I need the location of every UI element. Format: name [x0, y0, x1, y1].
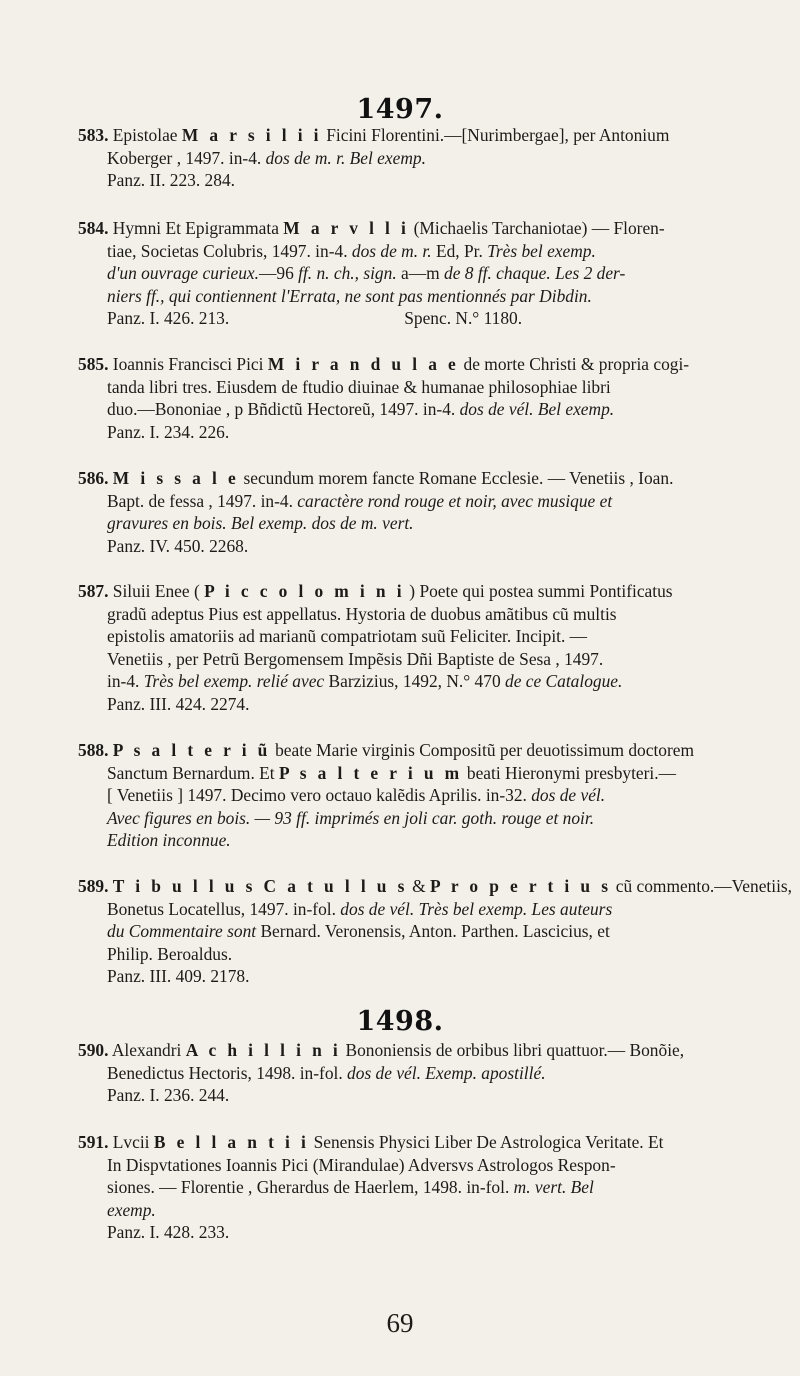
entry-text: ) Poete qui postea summi Pontificatus — [404, 581, 673, 601]
description-note: Edition inconnue. — [107, 830, 231, 850]
author-name: A c h i l l i n i — [185, 1040, 342, 1060]
entry-text: Bonetus Locatellus, 1497. in-fol. — [107, 898, 341, 919]
copy-note: Très bel exemp. relié avec — [143, 671, 325, 691]
entry-text: beate Marie virginis Compositũ per deuotissimum doctorem — [270, 740, 695, 760]
copy-note: exemp. — [107, 1199, 156, 1220]
entry-text: de morte Christi & propria cogi- — [459, 354, 690, 374]
entry-text: [ Venetiis ] 1497. Decimo vero octauo kalẽdis Aprilis. in-32. — [107, 785, 532, 805]
description-note: gravures en bois. Bel exemp. dos de m. vert. — [107, 513, 414, 533]
catalogue-entry-585 — [78, 353, 770, 443]
catalogue-entry-588 — [78, 739, 770, 852]
entry-text: siones. — Florentie , Gherardus de Haerlem, 1498. in-fol. — [107, 1177, 514, 1197]
reference: Panz. II. 223. 284. — [107, 170, 235, 190]
entry-text: gradũ adeptus Pius est appellatus. Hystoria de duobus amãtibus cũ multis — [107, 603, 617, 624]
reference: Panz. IV. 450. 2268. — [107, 535, 249, 556]
catalogue-entry-589 — [78, 875, 793, 988]
entry-number: 587. — [78, 581, 109, 601]
entry-number: 590. — [78, 1040, 109, 1060]
description-note: du Commentaire sont — [107, 921, 257, 941]
author-name: T i b u l l u s C a t u l l u s — [112, 876, 408, 896]
reference: Panz. III. 409. 2178. — [107, 966, 250, 986]
author-name: P r o p e r t i u s — [430, 876, 612, 896]
entry-number: 589. — [78, 876, 109, 896]
entry-text: Sanctum Bernardum. Et — [107, 762, 279, 783]
catalogue-entry-587 — [78, 580, 770, 715]
binding-note: dos de m. r. — [351, 240, 432, 261]
entry-text: a—m — [396, 263, 445, 283]
entry-text: Philip. Beroaldus. — [107, 943, 233, 964]
binding-note: m. vert. Bel — [513, 1177, 594, 1197]
binding-note: dos de vél. — [531, 785, 606, 805]
entry-text: tiae, Societas Colubris, 1497. in-4. — [107, 240, 352, 261]
entry-text: beati Hieronymi presbyteri.— — [462, 762, 676, 783]
author-name: B e l l a n t i i — [153, 1132, 310, 1152]
author-name: M a r v l l i — [283, 218, 410, 238]
entry-text: Bernard. Veronensis, Anton. Parthen. Lascicius, et — [256, 921, 610, 941]
title-word: P s a l t e r i u m — [278, 762, 463, 783]
author-name: M i r a n d u l a e — [267, 354, 460, 374]
entry-text: Barzizius, 1492, N.° 470 — [324, 671, 505, 691]
entry-text: Alexandri — [111, 1040, 186, 1060]
entry-text: epistolis amatoriis ad marianũ compatriotam suũ Feliciter. Incipit. — — [107, 626, 588, 646]
entry-text: Senensis Physici Liber De Astrologica Veritate. Et — [309, 1132, 664, 1152]
catalogue-entry-586 — [78, 467, 770, 557]
reference: Panz. I. 428. 233. — [107, 1222, 230, 1242]
entry-number: 584. — [78, 218, 109, 238]
entry-number: 591. — [78, 1132, 109, 1152]
entry-text: cũ commento.—Venetiis, — [611, 876, 793, 896]
copy-note: Très bel exemp. — [487, 240, 596, 261]
author-name: P i c c o l o m i n i — [204, 581, 405, 601]
description-note: Avec figures en bois. — 93 ff. imprimés en joli car. goth. rouge et noir. — [107, 807, 595, 828]
entry-text: tanda libri tres. Eiusdem de ftudio diuinae & humanae philosophiae libri — [107, 376, 611, 397]
entry-text: —96 — [258, 263, 299, 283]
reference: Spenc. N.° 1180. — [404, 308, 523, 328]
entry-text: secundum morem fancte Romane Ecclesie. — Venetiis , Ioan. — [239, 468, 674, 488]
author-name: M a r s i l i i — [181, 125, 322, 145]
binding-note: dos de vél. Exemp. apostillé. — [347, 1062, 546, 1083]
entry-text: Bapt. de fessa , 1497. in-4. — [107, 490, 298, 511]
catalogue-entry-583 — [78, 124, 770, 192]
entry-number: 586. — [78, 468, 109, 488]
reference: Panz. I. 426. 213. — [107, 308, 230, 328]
title-word: P s a l t e r i ũ — [112, 740, 271, 760]
entry-text: Venetiis , per Petrũ Bergomensem Impẽsis Dñi Baptiste de Sesa , 1497. — [107, 648, 604, 669]
description-note: d'un ouvrage curieux. — [107, 263, 259, 283]
entry-text: Epistolae — [112, 125, 182, 145]
entry-number: 585. — [78, 354, 109, 374]
entry-text: (Michaelis Tarchaniotae) — Floren- — [409, 218, 665, 238]
entry-number: 583. — [78, 125, 109, 145]
description-note: ff. n. ch., sign. — [298, 263, 397, 283]
catalogue-entry-591 — [78, 1131, 770, 1244]
title-word: M i s s a l e — [112, 468, 240, 488]
description-note: caractère rond rouge et noir, avec musique et — [297, 490, 613, 511]
entry-number: 588. — [78, 740, 109, 760]
entry-text: Benedictus Hectoris, 1498. in-fol. — [107, 1062, 348, 1083]
entry-text: Ed, Pr. — [431, 240, 488, 261]
copy-note: de ce Catalogue. — [505, 671, 623, 691]
description-note: niers ff., qui contiennent l'Errata, ne sont pas mentionnés par Dibdin. — [107, 285, 592, 306]
entry-text: Lvcii — [112, 1132, 154, 1152]
entry-text: Bononiensis de orbibus libri quattuor.— Bonõie, — [341, 1040, 685, 1060]
binding-note: dos de vél. Bel exemp. — [459, 399, 615, 419]
year-heading-1497: 1497. — [356, 94, 444, 125]
entry-text: Ficini Florentini.—[Nurimbergae], per Antonium — [321, 125, 670, 145]
catalogue-entry-590 — [78, 1039, 770, 1107]
entry-text: duo.—Bononiae , p Bñdictũ Hectoreũ, 1497. in-4. — [107, 399, 460, 419]
binding-note: dos de vél. Très bel exemp. Les auteurs — [340, 898, 613, 919]
reference: Panz. III. 424. 2274. — [107, 693, 250, 714]
catalogue-entry-584 — [78, 217, 770, 330]
page-number: 69 — [386, 1308, 414, 1338]
entry-text: Siluii Enee ( — [112, 581, 205, 601]
entry-text: In Dispvtationes Ioannis Pici (Mirandulae) Adversvs Astrologos Respon- — [107, 1154, 616, 1175]
reference: Panz. I. 236. 244. — [107, 1085, 230, 1105]
entry-text: & — [407, 876, 431, 896]
entry-text: Koberger , 1497. in-4. — [107, 147, 266, 168]
entry-text: Hymni Et Epigrammata — [112, 218, 284, 238]
year-heading-1498: 1498. — [356, 1006, 444, 1037]
binding-note: dos de m. r. Bel exemp. — [265, 147, 426, 168]
description-note: de 8 ff. chaque. Les 2 der- — [444, 263, 626, 283]
entry-text: Ioannis Francisci Pici — [112, 354, 268, 374]
reference: Panz. I. 234. 226. — [107, 421, 230, 442]
entry-text: in-4. — [107, 671, 144, 691]
